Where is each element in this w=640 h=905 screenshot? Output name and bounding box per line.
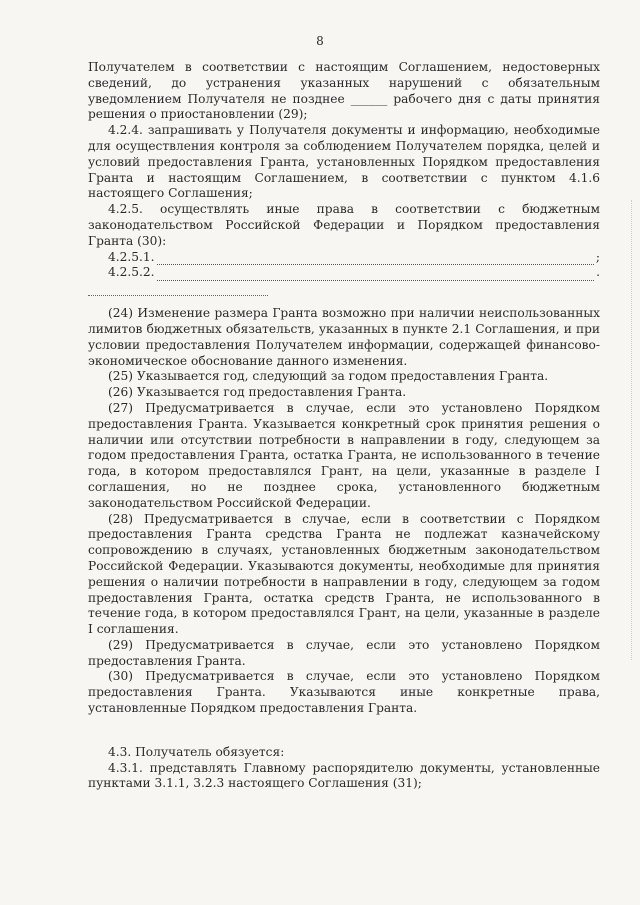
fill-line-dots <box>157 253 594 265</box>
footnote-separator <box>88 295 268 296</box>
document-body <box>88 60 600 792</box>
fill-line-end: ; <box>595 249 600 264</box>
fill-line-dots <box>157 269 595 281</box>
footnote-25: (25) Указывается год, следующий за годом предоставления Гранта. <box>108 369 549 384</box>
footnote-29: (29) Предусматривается в случае, если это установлено Порядком предоставления Гранта. <box>88 637 600 668</box>
paragraph-4-3: 4.3. Получатель обязуется: <box>108 744 285 759</box>
fill-line-end: . <box>596 265 600 280</box>
footnote-26: (26) Указывается год предоставления Гранта. <box>108 385 407 400</box>
footnote-30: (30) Предусматривается в случае, если это установлено Порядком предоставления Гранта. Указываются иные конкретные права, установленные Порядком предоставления Гранта. <box>88 669 600 716</box>
page-number: 8 <box>316 34 324 48</box>
fill-line-4-2-5-1 <box>88 250 600 266</box>
footnote-24: (24) Изменение размера Гранта возможно при наличии неиспользованных лимитов бюджетных обязательств, указанных в пункте 2.1 Соглашения, и при условии предоставления Получателем информации, содержащей финансово-экономическое обоснование данного изменения. <box>88 306 600 368</box>
fill-line-label: 4.2.5.2. <box>108 265 155 280</box>
footnote-27: (27) Предусматривается в случае, если это установлено Порядком предоставления Гранта. Указывается конкретный срок принятия решения о наличии или отсутствии потребности в направлении в году, следующем за годом предоставления Гранта, остатка Гранта, не использованного в течение года, в котором предоставлялся Грант, на цели, указанные в разделе I соглашения, но не позднее срока, установленного бюджетным законодательством Российской Федерации. <box>88 400 600 510</box>
paragraph-4-2-5: 4.2.5. осуществлять иные права в соответствии с бюджетным законодательством Российской Федерации и Порядком предоставления Гранта (30): <box>88 202 600 248</box>
scan-edge-mark <box>631 200 634 660</box>
section-gap <box>88 717 600 745</box>
fill-line-label: 4.2.5.1. <box>108 249 155 264</box>
fill-line-4-2-5-2 <box>88 265 600 281</box>
footnote-28: (28) Предусматривается в случае, если в соответствии с Порядком предоставления Гранта средства Гранта не подлежат казначейскому сопровождению в случаях, установленных бюджетным законодательством Российской Федерации. Указываются документы, необходимые для принятия решения о наличии потребности в направлении в году, следующем за годом предоставления Гранта, остатка средств Гранта, не использованного в течение года, в котором предоставлялся Грант, на цели, указанные в разделе I соглашения. <box>88 511 600 637</box>
paragraph-4-2-4: 4.2.4. запрашивать у Получателя документы и информацию, необходимые для осуществления контроля за соблюдением Получателем порядка, целей и условий предоставления Гранта, установленных Порядком предоставления Гранта и настоящим Соглашением, в соответствии с пунктом 4.1.6 настоящего Соглашения; <box>88 123 600 201</box>
paragraph-4-3-1: 4.3.1. представлять Главному распорядителю документы, установленные пунктами 3.1.1, 3.2.3 настоящего Соглашения (31); <box>88 760 600 791</box>
paragraph-continuation: Получателем в соответствии с настоящим Соглашением, недостоверных сведений, до устранения указанных нарушений с обязательным уведомлением Получателя не позднее ______ рабочего дня с даты принятия решения о приостановлении (29); <box>88 60 600 122</box>
